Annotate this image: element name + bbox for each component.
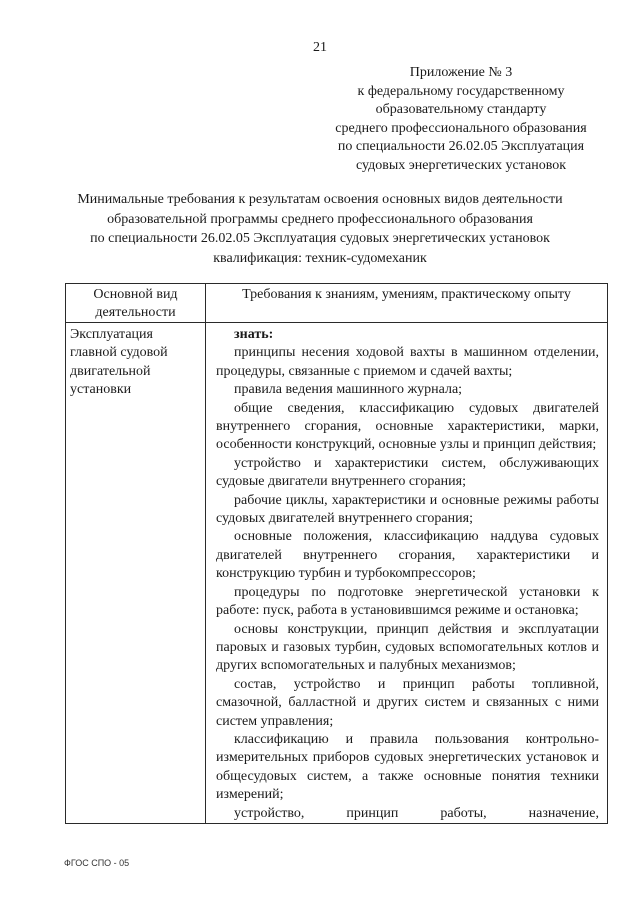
requirement-item: общие сведения, классификацию судовых двигателей внутреннего сгорания, основные характеристики, марки, особенности конструкций, основные узлы и принцип действия;	[216, 400, 599, 453]
document-title	[40, 190, 600, 268]
appendix-line: к федеральному государственному	[357, 83, 565, 99]
title-line: Минимальные требования к результатам освоения основных видов деятельности	[77, 192, 563, 207]
appendix-line: по специальности 26.02.05 Эксплуатация	[337, 139, 585, 154]
page-number: 21	[313, 40, 327, 55]
header-requirements: Требования к знаниям, умениям, практическому опыту	[206, 284, 608, 323]
requirement-item: основные положения, классификацию наддува судовых двигателей внутреннего сгорания, характеристики и конструкцию турбин и турбокомпрессоров;	[216, 529, 599, 582]
appendix-line: судовых энергетических установок	[355, 157, 567, 173]
requirements-cell	[206, 323, 608, 824]
title-line: образовательной программы среднего профессионального образования	[107, 211, 533, 227]
requirement-item: рабочие циклы, характеристики и основные режимы работы судовых двигателей внутреннего сгорания;	[216, 492, 599, 527]
footer-label: ФГОС СПО - 05	[64, 858, 130, 868]
requirements-table	[65, 283, 608, 824]
title-line: квалификация: техник-судомеханик	[213, 250, 427, 266]
table-row	[66, 323, 608, 824]
requirement-item: состав, устройство и принцип работы топливной, смазочной, балластной и других систем и связанных с ними систем управления;	[216, 676, 599, 729]
table-header-row	[66, 284, 608, 323]
appendix-line: среднего профессионального образования	[335, 120, 587, 136]
requirement-item: основы конструкции, принцип действия и эксплуатации паровых и газовых турбин, судовых вспомогательных котлов и других вспомогательных и палубных механизмов;	[216, 621, 599, 674]
requirement-item: правила ведения машинного журнала;	[234, 382, 463, 398]
requirement-item: устройство, принцип работы, назначение,	[234, 805, 599, 821]
title-line: по специальности 26.02.05 Эксплуатация судовых энергетических установок	[90, 231, 550, 246]
header-activity: Основной вид деятельности	[66, 284, 206, 323]
appendix-line: образовательному стандарту	[375, 102, 547, 117]
requirement-item: принципы несения ходовой вахты в машинном отделении, процедуры, связанные с приемом и сдачей вахты;	[216, 345, 599, 379]
appendix-block	[330, 64, 592, 175]
requirement-item: процедуры по подготовке энергетической установки к работе: пуск, работа в установившимся режиме и остановка;	[216, 584, 599, 619]
requirement-item: классификацию и правила пользования контрольно-измерительных приборов судовых энергетических установок и общесудовых систем, а также основные понятия техники измерений;	[216, 731, 599, 803]
activity-cell: Эксплуатация главной судовой двигательной установки	[66, 323, 206, 824]
appendix-line: Приложение № 3	[409, 65, 513, 80]
requirement-item: устройство и характеристики систем, обслуживающих судовые двигатели внутреннего сгорания;	[216, 455, 599, 490]
know-label: знать:	[234, 327, 274, 342]
